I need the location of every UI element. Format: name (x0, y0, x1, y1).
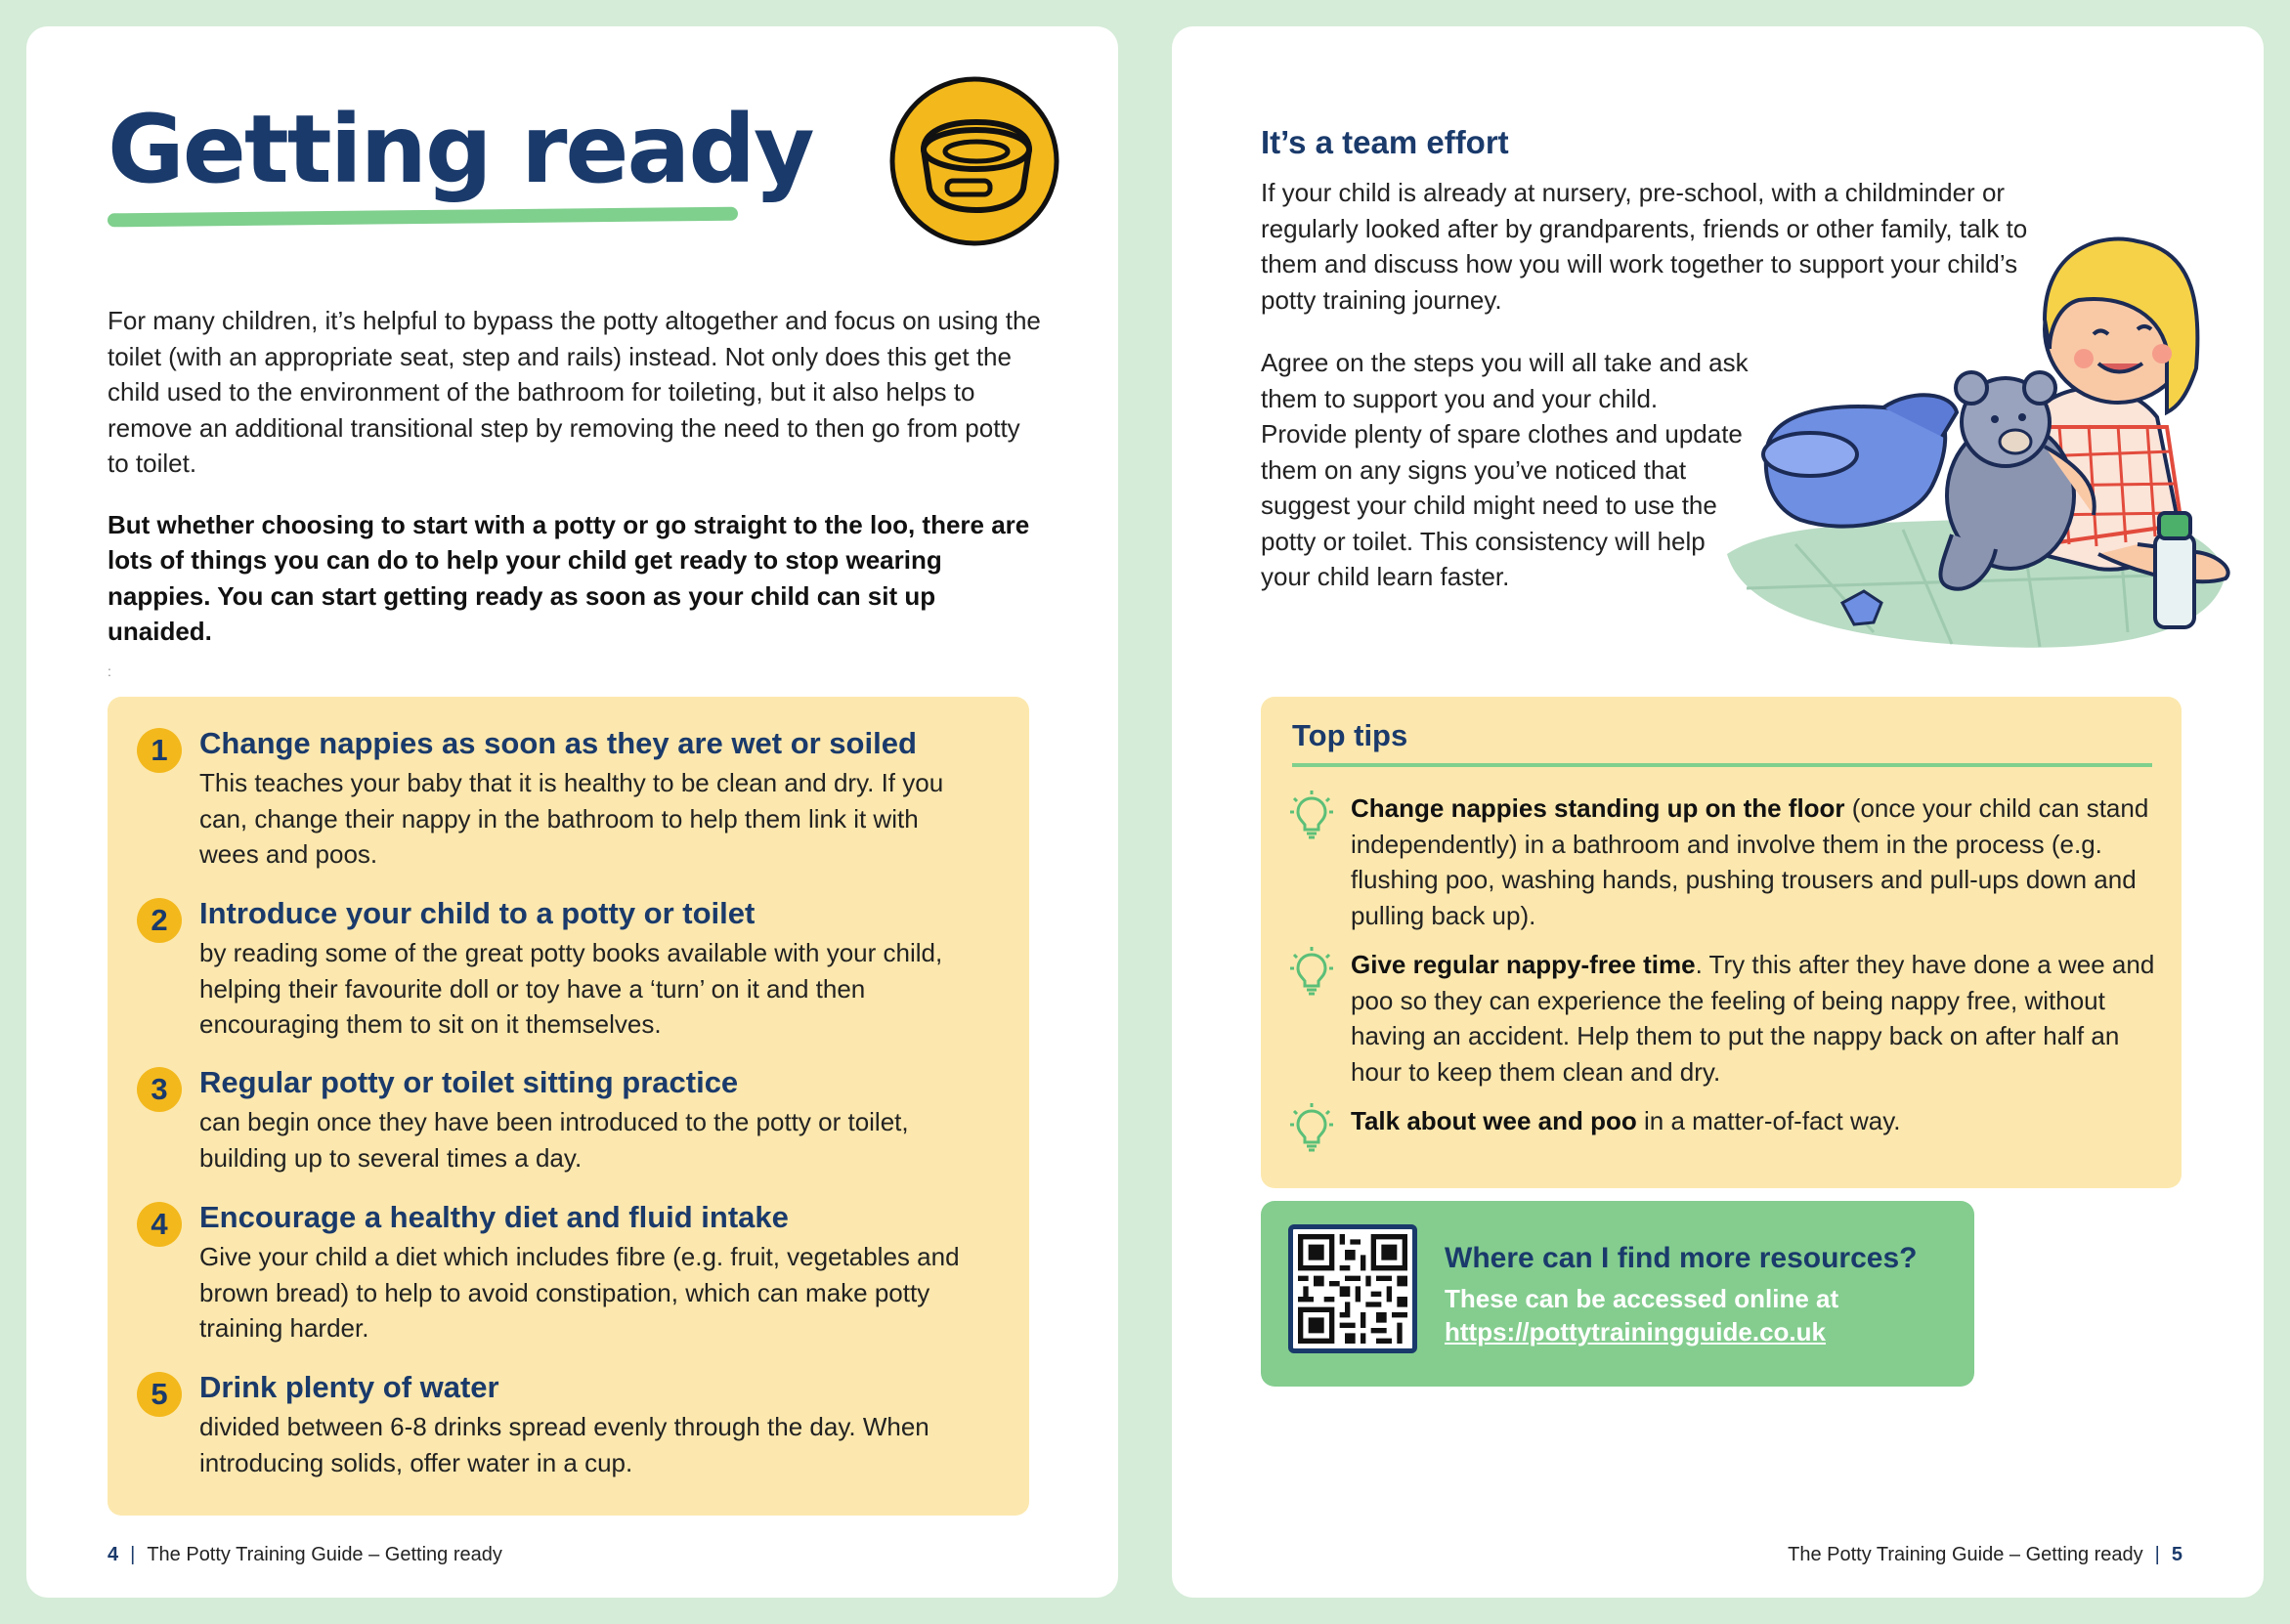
step-number: 3 (137, 1067, 182, 1112)
right-page (1172, 26, 2264, 1598)
lightbulb-icon (1290, 791, 1333, 839)
page-footer (1788, 1544, 2182, 1566)
team-heading: It’s a team effort (1261, 124, 1509, 160)
qr-code[interactable] (1288, 1224, 1417, 1353)
step-title: Drink plenty of water (199, 1370, 499, 1404)
intro-text (108, 303, 1046, 650)
page-footer (108, 1544, 502, 1566)
top-tips-box (1261, 697, 2182, 1188)
team-paragraph-1: If your child is already at nursery, pre-school, with a childminder or regularly looked after by grandparents, friends or other family, talk to them and discuss how you will work together to support your child’s potty training journey. (1261, 178, 2028, 315)
tip-bold: Talk about wee and poo (1351, 1106, 1637, 1135)
step-body: Give your child a diet which includes fibre (e.g. fruit, vegetables and brown bread) to help to avoid constipation, which can make potty training harder. (199, 1242, 960, 1343)
tip-text (1351, 947, 2162, 1090)
page-title: Getting ready (108, 95, 813, 204)
step-body: This teaches your baby that it is healthy to be clean and dry. If you can, change their nappy in the bathroom to help them link it with wees and poos. (199, 768, 944, 869)
team-paragraph-2: Agree on the steps you will all take and ask them to support you and your child. Provide plenty of spare clothes and update them on any signs you’ve noticed that suggest your child might need to use the potty or toilet. This consistency will help your child learn faster. (1261, 348, 1749, 591)
step-number: 4 (137, 1202, 182, 1247)
step-number: 1 (137, 728, 182, 773)
footer-text: The Potty Training Guide – Getting ready (1788, 1544, 2143, 1565)
step-number: 5 (137, 1372, 182, 1417)
tip-bold: Change nappies standing up on the floor (1351, 793, 1845, 823)
tip-text (1351, 791, 2162, 933)
step-body: by reading some of the great potty books available with your child, helping their favourite doll or toy have a ‘turn’ on it and then encouraging them to sit on it themselves. (199, 938, 943, 1039)
footer-separator: | (2154, 1544, 2160, 1565)
qr-code-icon (1298, 1234, 1407, 1344)
footer-separator: | (130, 1544, 136, 1565)
step-body: divided between 6-8 drinks spread evenly through the day. When introducing solids, offer water in a cup. (199, 1412, 929, 1477)
left-page (26, 26, 1118, 1598)
lightbulb-icon (1290, 1103, 1333, 1152)
step-title: Encourage a healthy diet and fluid intake (199, 1200, 789, 1234)
stray-mark: : (108, 663, 111, 679)
tip-bold: Give regular nappy-free time (1351, 950, 1696, 979)
potty-icon (886, 73, 1062, 249)
tip-rest: . Try this after they have done a wee and poo so they can experience the feeling of being nappy free, without having an accident. Help them to put the nappy back on after half an hour to keep them clean and dry. (1351, 950, 2155, 1087)
tips-heading: Top tips (1292, 718, 1408, 752)
page-number: 5 (2171, 1544, 2182, 1565)
tip-text (1351, 1103, 2162, 1139)
steps-box (108, 697, 1029, 1516)
title-underline (108, 207, 738, 228)
step-title: Introduce your child to a potty or toilet (199, 896, 756, 930)
intro-paragraph-1: For many children, it’s helpful to bypass the potty altogether and focus on using the toilet (with an appropriate seat, step and rails) instead. Not only does this get the child used to the environment of the bathroom for toileting, but it also helps to remove an additional transitional step by removing the need to then go from potty to toilet. (108, 306, 1041, 478)
resources-box (1261, 1201, 1974, 1387)
child-with-potty-illustration (1707, 202, 2235, 662)
step-body: can begin once they have been introduced to the potty or toilet, building up to several times a day. (199, 1107, 909, 1173)
step-number: 2 (137, 898, 182, 943)
footer-text: The Potty Training Guide – Getting ready (147, 1544, 502, 1565)
tip-rest: in a matter-of-fact way. (1636, 1106, 1901, 1135)
resources-text: These can be accessed online at (1445, 1284, 1839, 1313)
tips-divider (1292, 763, 2152, 767)
tip-rest: (once your child can stand independently) in a bathroom and involve them in the process (e.g. flushing poo, washing hands, pushing trousers and pull-ups down and pulling back up). (1351, 793, 2149, 930)
lightbulb-icon (1290, 947, 1333, 996)
resources-link[interactable]: https://pottytrainingguide.co.uk (1445, 1317, 1826, 1346)
resources-heading: Where can I find more resources? (1445, 1242, 1918, 1274)
step-title: Change nappies as soon as they are wet or soiled (199, 726, 917, 760)
step-title: Regular potty or toilet sitting practice (199, 1065, 739, 1099)
intro-paragraph-2: But whether choosing to start with a potty or go straight to the loo, there are lots of things you can do to help your child get ready to stop wearing nappies. You can start getting ready as soon as your child can sit up unaided. (108, 509, 1030, 646)
page-number: 4 (108, 1544, 119, 1565)
